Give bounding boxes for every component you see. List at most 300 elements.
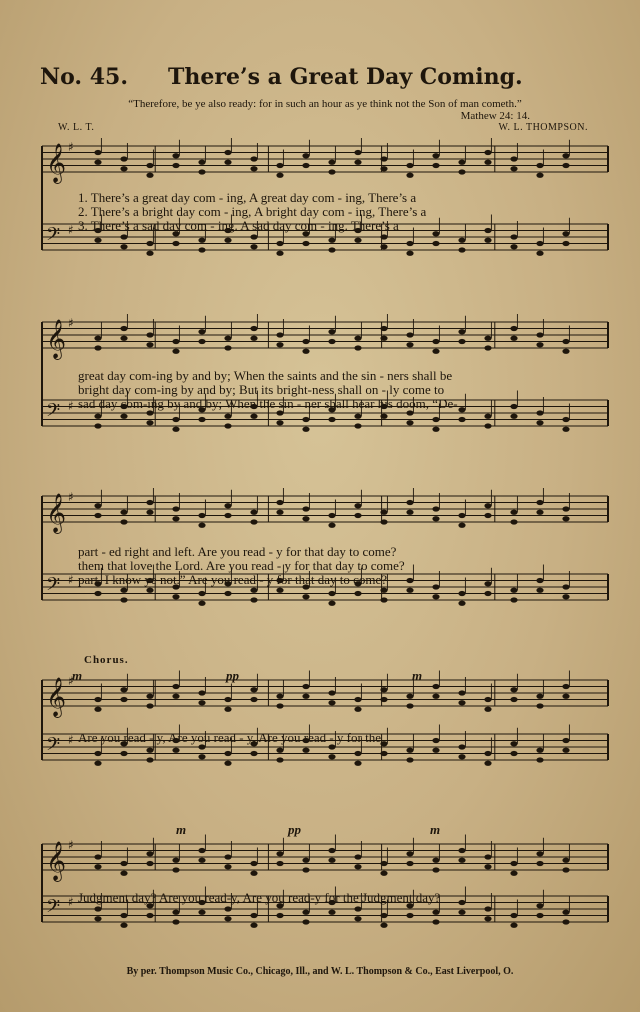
note-head — [302, 910, 309, 915]
hymn-title: There’s a Great Day Coming. — [168, 64, 523, 90]
note-head — [484, 854, 491, 859]
note-head — [380, 156, 387, 161]
note-head — [146, 342, 153, 347]
note-head — [276, 703, 283, 708]
note-head — [224, 707, 231, 712]
note-head — [510, 414, 517, 419]
lyric-verse-1: part - ed right and left. Are you read - y for that day to come? — [78, 544, 397, 559]
note-head — [328, 513, 335, 518]
note-head — [510, 871, 517, 876]
sharp-icon: ♯ — [68, 895, 74, 909]
note-head — [198, 858, 205, 863]
note-head — [406, 851, 413, 856]
note-head — [380, 336, 387, 341]
note-head — [94, 916, 101, 921]
note-head — [250, 166, 257, 171]
note-head — [172, 594, 179, 599]
note-head — [120, 871, 127, 876]
note-head — [94, 345, 101, 350]
note-head — [224, 854, 231, 859]
note-head — [432, 858, 439, 863]
note-head — [302, 748, 309, 753]
sharp-icon: ♯ — [68, 838, 74, 852]
note-head — [302, 919, 309, 924]
note-head — [120, 244, 127, 249]
note-head — [484, 864, 491, 869]
note-head — [146, 588, 153, 593]
note-head — [328, 523, 335, 528]
note-head — [198, 848, 205, 853]
note-head — [380, 697, 387, 702]
note-head — [484, 707, 491, 712]
note-head — [198, 690, 205, 695]
note-head — [536, 703, 543, 708]
lyric-verse-2: bright day com-ing by and by; But its bright-ness shall on - ly come to — [78, 382, 445, 397]
dynamic-mark: pp — [226, 668, 239, 683]
note-head — [94, 414, 101, 419]
note-head — [302, 163, 309, 168]
note-head — [146, 861, 153, 866]
note-head — [276, 251, 283, 256]
note-head — [276, 420, 283, 425]
note-head — [484, 423, 491, 428]
note-head — [302, 684, 309, 689]
note-head — [510, 923, 517, 928]
note-head — [328, 700, 335, 705]
note-head — [172, 153, 179, 158]
note-head — [562, 748, 569, 753]
note-head — [120, 923, 127, 928]
note-head — [562, 427, 569, 432]
note-head — [198, 247, 205, 252]
note-head — [172, 748, 179, 753]
note-head — [484, 761, 491, 766]
note-head — [380, 913, 387, 918]
note-head — [562, 910, 569, 915]
sharp-icon: ♯ — [68, 733, 74, 747]
note-head — [250, 687, 257, 692]
note-head — [198, 160, 205, 165]
note-head — [94, 423, 101, 428]
note-head — [224, 150, 231, 155]
note-head — [250, 510, 257, 515]
note-head — [172, 417, 179, 422]
note-head — [432, 684, 439, 689]
note-head — [354, 150, 361, 155]
note-head — [94, 513, 101, 518]
note-head — [172, 339, 179, 344]
note-head — [432, 910, 439, 915]
note-head — [94, 160, 101, 165]
note-head — [510, 861, 517, 866]
note-head — [146, 241, 153, 246]
note-head — [536, 500, 543, 505]
note-head — [484, 697, 491, 702]
note-head — [484, 160, 491, 165]
note-head — [146, 251, 153, 256]
note-head — [276, 694, 283, 699]
note-head — [146, 500, 153, 505]
note-head — [458, 513, 465, 518]
note-head — [120, 687, 127, 692]
note-head — [354, 345, 361, 350]
note-head — [510, 597, 517, 602]
note-head — [120, 751, 127, 756]
note-head — [224, 761, 231, 766]
note-head — [562, 867, 569, 872]
music-system-2 — [38, 314, 612, 474]
note-head — [380, 871, 387, 876]
note-head — [302, 417, 309, 422]
lyric-verse-3: 3. There’s a sad day com - ing. A sad day com - ing. There’s a — [78, 218, 399, 233]
note-head — [120, 697, 127, 702]
note-head — [562, 506, 569, 511]
note-head — [302, 594, 309, 599]
note-head — [406, 241, 413, 246]
note-head — [354, 761, 361, 766]
note-head — [510, 336, 517, 341]
note-head — [198, 329, 205, 334]
note-head — [380, 414, 387, 419]
note-head — [354, 513, 361, 518]
note-head — [224, 336, 231, 341]
note-head — [120, 234, 127, 239]
note-head — [198, 417, 205, 422]
note-head — [380, 326, 387, 331]
note-head — [94, 697, 101, 702]
note-head — [432, 349, 439, 354]
note-head — [250, 751, 257, 756]
note-head — [328, 339, 335, 344]
note-head — [406, 694, 413, 699]
note-head — [536, 748, 543, 753]
note-head — [120, 166, 127, 171]
note-head — [406, 510, 413, 515]
note-head — [250, 414, 257, 419]
lyric-verse-2: them that love the Lord. Are you read - y for that day to come? — [78, 558, 405, 573]
note-head — [536, 757, 543, 762]
bass-clef-icon: 𝄢 — [46, 400, 61, 426]
note-head — [328, 754, 335, 759]
note-head — [562, 339, 569, 344]
note-head — [380, 923, 387, 928]
note-head — [94, 238, 101, 243]
note-head — [354, 238, 361, 243]
note-head — [536, 510, 543, 515]
note-head — [484, 336, 491, 341]
note-head — [146, 757, 153, 762]
note-head — [562, 349, 569, 354]
note-head — [224, 238, 231, 243]
lyric-chorus: Judgment day? Are you read-y, Are you read-y for the Judgment day? — [78, 890, 441, 905]
note-head — [250, 923, 257, 928]
note-head — [484, 503, 491, 508]
lyric-verse-1: great day com-ing by and by; When the saints and the sin - ners shall be — [78, 368, 453, 383]
music-system-5 — [38, 822, 612, 964]
lyric-verse-1: 1. There’s a great day com - ing, A great day com - ing, There’s a — [78, 190, 417, 205]
note-head — [250, 234, 257, 239]
lyric-verse-3: sad day com-ing by and by; When the sin - ner shall hear his doom, “De- — [78, 396, 458, 411]
note-head — [328, 160, 335, 165]
note-head — [172, 919, 179, 924]
note-head — [276, 588, 283, 593]
note-head — [354, 160, 361, 165]
dynamic-mark: m — [430, 822, 441, 837]
note-head — [354, 916, 361, 921]
note-head — [276, 173, 283, 178]
note-head — [172, 516, 179, 521]
note-head — [146, 420, 153, 425]
note-head — [250, 871, 257, 876]
note-head — [536, 241, 543, 246]
note-head — [172, 241, 179, 246]
note-head — [458, 169, 465, 174]
note-head — [562, 594, 569, 599]
note-head — [536, 861, 543, 866]
sharp-icon: ♯ — [68, 674, 74, 688]
note-head — [94, 707, 101, 712]
note-head — [354, 707, 361, 712]
note-head — [510, 244, 517, 249]
note-head — [458, 238, 465, 243]
note-head — [302, 867, 309, 872]
note-head — [484, 513, 491, 518]
note-head — [458, 329, 465, 334]
note-head — [510, 234, 517, 239]
note-head — [510, 519, 517, 524]
note-head — [354, 503, 361, 508]
note-head — [458, 700, 465, 705]
note-head — [406, 703, 413, 708]
note-head — [276, 241, 283, 246]
note-head — [276, 332, 283, 337]
note-head — [536, 588, 543, 593]
note-head — [328, 417, 335, 422]
note-head — [536, 913, 543, 918]
note-head — [94, 906, 101, 911]
note-head — [172, 694, 179, 699]
note-head — [484, 916, 491, 921]
note-head — [484, 751, 491, 756]
treble-clef-icon: 𝄞 — [46, 493, 67, 533]
publisher-footer: By per. Thompson Music Co., Chicago, Ill., and W. L. Thompson & Co., East Liverpool, O. — [126, 966, 514, 977]
note-head — [380, 861, 387, 866]
sharp-icon: ♯ — [68, 140, 74, 154]
note-head — [484, 591, 491, 596]
note-head — [458, 247, 465, 252]
note-head — [94, 751, 101, 756]
note-head — [380, 687, 387, 692]
note-head — [406, 332, 413, 337]
treble-clef-icon: 𝄞 — [46, 841, 67, 881]
note-head — [536, 851, 543, 856]
dynamic-mark: pp — [288, 822, 301, 837]
note-head — [458, 523, 465, 528]
note-head — [536, 163, 543, 168]
note-head — [302, 694, 309, 699]
note-head — [198, 754, 205, 759]
note-head — [302, 506, 309, 511]
note-head — [94, 864, 101, 869]
note-head — [328, 858, 335, 863]
note-head — [432, 919, 439, 924]
note-head — [406, 913, 413, 918]
note-head — [510, 751, 517, 756]
treble-clef-icon: 𝄞 — [46, 677, 67, 717]
note-head — [562, 858, 569, 863]
note-head — [406, 251, 413, 256]
note-head — [146, 703, 153, 708]
note-head — [380, 234, 387, 239]
note-head — [120, 861, 127, 866]
note-head — [432, 163, 439, 168]
note-head — [484, 150, 491, 155]
note-head — [406, 861, 413, 866]
music-system-3 — [38, 488, 612, 648]
note-head — [562, 241, 569, 246]
note-head — [146, 173, 153, 178]
note-head — [536, 694, 543, 699]
note-head — [328, 591, 335, 596]
sharp-icon: ♯ — [68, 223, 74, 237]
note-head — [94, 761, 101, 766]
words-credit: W. L. T. — [58, 122, 95, 133]
note-head — [432, 506, 439, 511]
lyric-chorus: Are you read - y, Are you read - y, Are you read - y for the — [78, 730, 381, 745]
note-head — [354, 864, 361, 869]
sharp-icon: ♯ — [68, 399, 74, 413]
note-head — [432, 427, 439, 432]
note-head — [172, 858, 179, 863]
note-head — [458, 591, 465, 596]
note-head — [328, 329, 335, 334]
note-head — [380, 751, 387, 756]
note-head — [354, 423, 361, 428]
note-head — [432, 417, 439, 422]
note-head — [198, 591, 205, 596]
note-head — [198, 601, 205, 606]
music-system-1 — [38, 138, 612, 298]
note-head — [146, 748, 153, 753]
note-head — [328, 238, 335, 243]
note-head — [354, 906, 361, 911]
note-head — [458, 848, 465, 853]
note-head — [224, 697, 231, 702]
note-head — [406, 757, 413, 762]
note-head — [146, 332, 153, 337]
note-head — [94, 591, 101, 596]
note-head — [536, 173, 543, 178]
note-head — [432, 241, 439, 246]
note-head — [432, 594, 439, 599]
note-head — [172, 506, 179, 511]
note-head — [380, 166, 387, 171]
note-head — [198, 169, 205, 174]
note-head — [94, 854, 101, 859]
note-head — [224, 345, 231, 350]
note-head — [276, 757, 283, 762]
hymn-number: No. 45. — [40, 64, 128, 90]
note-head — [354, 414, 361, 419]
note-head — [94, 503, 101, 508]
note-head — [484, 345, 491, 350]
treble-clef-icon: 𝄞 — [46, 319, 67, 359]
note-head — [94, 150, 101, 155]
note-head — [276, 861, 283, 866]
note-head — [276, 913, 283, 918]
dynamic-mark: m — [72, 668, 83, 683]
note-head — [536, 251, 543, 256]
note-head — [224, 160, 231, 165]
note-head — [510, 156, 517, 161]
note-head — [380, 244, 387, 249]
note-head — [120, 510, 127, 515]
note-head — [146, 851, 153, 856]
note-head — [354, 697, 361, 702]
note-head — [120, 588, 127, 593]
bass-clef-icon: 𝄢 — [46, 574, 61, 600]
music-credit: W. L. THOMPSON. — [498, 122, 588, 133]
treble-clef-icon: 𝄞 — [46, 143, 67, 183]
dynamic-mark: m — [176, 822, 187, 837]
note-head — [510, 687, 517, 692]
note-head — [198, 523, 205, 528]
note-head — [302, 427, 309, 432]
note-head — [536, 420, 543, 425]
note-head — [562, 163, 569, 168]
note-head — [484, 906, 491, 911]
note-head — [328, 690, 335, 695]
note-head — [198, 910, 205, 915]
note-head — [432, 153, 439, 158]
music-system-4 — [38, 670, 612, 810]
note-head — [432, 748, 439, 753]
note-head — [276, 342, 283, 347]
note-head — [120, 597, 127, 602]
epigraph — [60, 98, 590, 122]
lyric-verse-2: 2. There’s a bright day com - ing, A bright day com - ing, There’s a — [78, 204, 427, 219]
note-head — [354, 591, 361, 596]
note-head — [458, 858, 465, 863]
lyric-verse-3: part, I know ye not.” Are you read - y for that day to come? — [78, 572, 388, 587]
note-head — [224, 423, 231, 428]
note-head — [510, 697, 517, 702]
note-head — [406, 420, 413, 425]
note-head — [406, 588, 413, 593]
note-head — [198, 513, 205, 518]
note-head — [302, 858, 309, 863]
bass-clef-icon: 𝄢 — [46, 734, 61, 760]
note-head — [328, 169, 335, 174]
note-head — [328, 910, 335, 915]
note-head — [510, 166, 517, 171]
note-head — [198, 700, 205, 705]
note-head — [562, 153, 569, 158]
note-head — [432, 516, 439, 521]
note-head — [302, 241, 309, 246]
note-head — [250, 913, 257, 918]
note-head — [172, 910, 179, 915]
note-head — [250, 156, 257, 161]
note-head — [198, 339, 205, 344]
note-head — [120, 156, 127, 161]
note-head — [120, 414, 127, 419]
hymn-header — [40, 64, 610, 98]
note-head — [484, 414, 491, 419]
note-head — [406, 173, 413, 178]
note-head — [458, 160, 465, 165]
note-head — [172, 349, 179, 354]
